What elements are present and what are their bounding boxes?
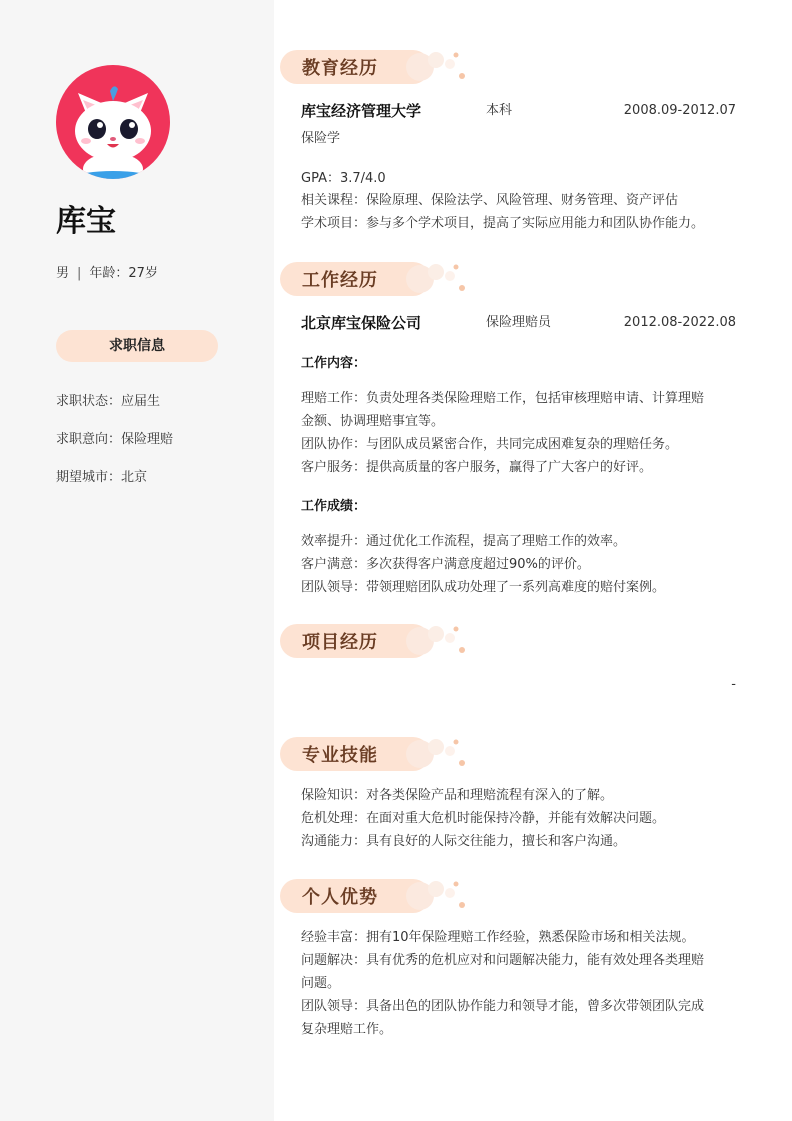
section-title: 专业技能 [302,745,378,766]
advantage-line: 团队领导：具备出色的团队协作能力和领导才能，曾多次带领团队完成 [301,999,705,1014]
work-result-line: 效率提升：通过优化工作流程，提高了理赔工作的效率。 [301,534,627,549]
separator: | [77,266,82,281]
project-placeholder: - [731,677,736,692]
education-dates: 2008.09-2012.07 [623,103,736,118]
advantage-line: 问题。 [301,976,341,991]
advantage-line: 复杂理赔工作。 [301,1022,393,1037]
degree: 本科 [486,103,513,118]
work-results-title: 工作成绩： [301,499,367,514]
academic-projects: 学术项目：参与多个学术项目，提高了实际应用能力和团队协作能力。 [301,216,705,231]
section-title: 个人优势 [302,887,378,908]
skill-line: 危机处理：在面对重大危机时能保持冷静，并能有效解决问题。 [301,811,666,826]
section-heading-skills [280,737,480,771]
avatar [56,65,170,179]
work-content-line: 金额、协调理赔事宜等。 [301,414,445,429]
skill-line: 保险知识：对各类保险产品和理赔流程有深入的了解。 [301,788,614,803]
candidate-name: 库宝 [56,204,116,239]
job-info-title: 求职信息 [56,330,218,362]
section-heading-project [280,624,480,658]
skill-line: 沟通能力：具有良好的人际交往能力，擅长和客户沟通。 [301,834,627,849]
work-content-line: 客户服务：提供高质量的客户服务，赢得了广大客户的好评。 [301,460,653,475]
basic-info [56,262,158,281]
section-heading-work [280,262,480,296]
gender: 男 [56,266,70,281]
job-role: 保险理赔员 [486,315,552,330]
courses: 相关课程：保险原理、保险法学、风险管理、财务管理、资产评估 [301,193,679,208]
work-dates: 2012.08-2022.08 [623,315,736,330]
job-status: 求职状态：应届生 [56,394,161,409]
cat-mascot-icon [56,65,170,179]
major: 保险学 [301,131,341,146]
advantage-line: 问题解决：具有优秀的危机应对和问题解决能力，能有效处理各类理赔 [301,953,705,968]
job-city: 期望城市：北京 [56,470,148,485]
advantage-line: 经验丰富：拥有10年保险理赔工作经验，熟悉保险市场和相关法规。 [301,930,695,945]
section-heading-advantages [280,879,480,913]
work-content-line: 团队协作：与团队成员紧密合作，共同完成困难复杂的理赔任务。 [301,437,679,452]
company-name: 北京库宝保险公司 [301,314,422,332]
work-content-line: 理赔工作：负责处理各类保险理赔工作，包括审核理赔申请、计算理赔 [301,391,705,406]
gpa: GPA：3.7/4.0 [301,171,386,186]
section-title: 工作经历 [302,270,378,291]
work-content-title: 工作内容： [301,356,367,371]
section-title: 项目经历 [302,632,378,653]
school-name: 库宝经济管理大学 [301,102,422,120]
job-intent: 求职意向：保险理赔 [56,432,174,447]
work-result-line: 客户满意：多次获得客户满意度超过90%的评价。 [301,557,590,572]
sidebar [0,0,274,1121]
section-heading-education [280,50,480,84]
age: 年龄：27岁 [89,266,158,281]
work-result-line: 团队领导：带领理赔团队成功处理了一系列高难度的赔付案例。 [301,580,666,595]
section-title: 教育经历 [302,58,378,79]
